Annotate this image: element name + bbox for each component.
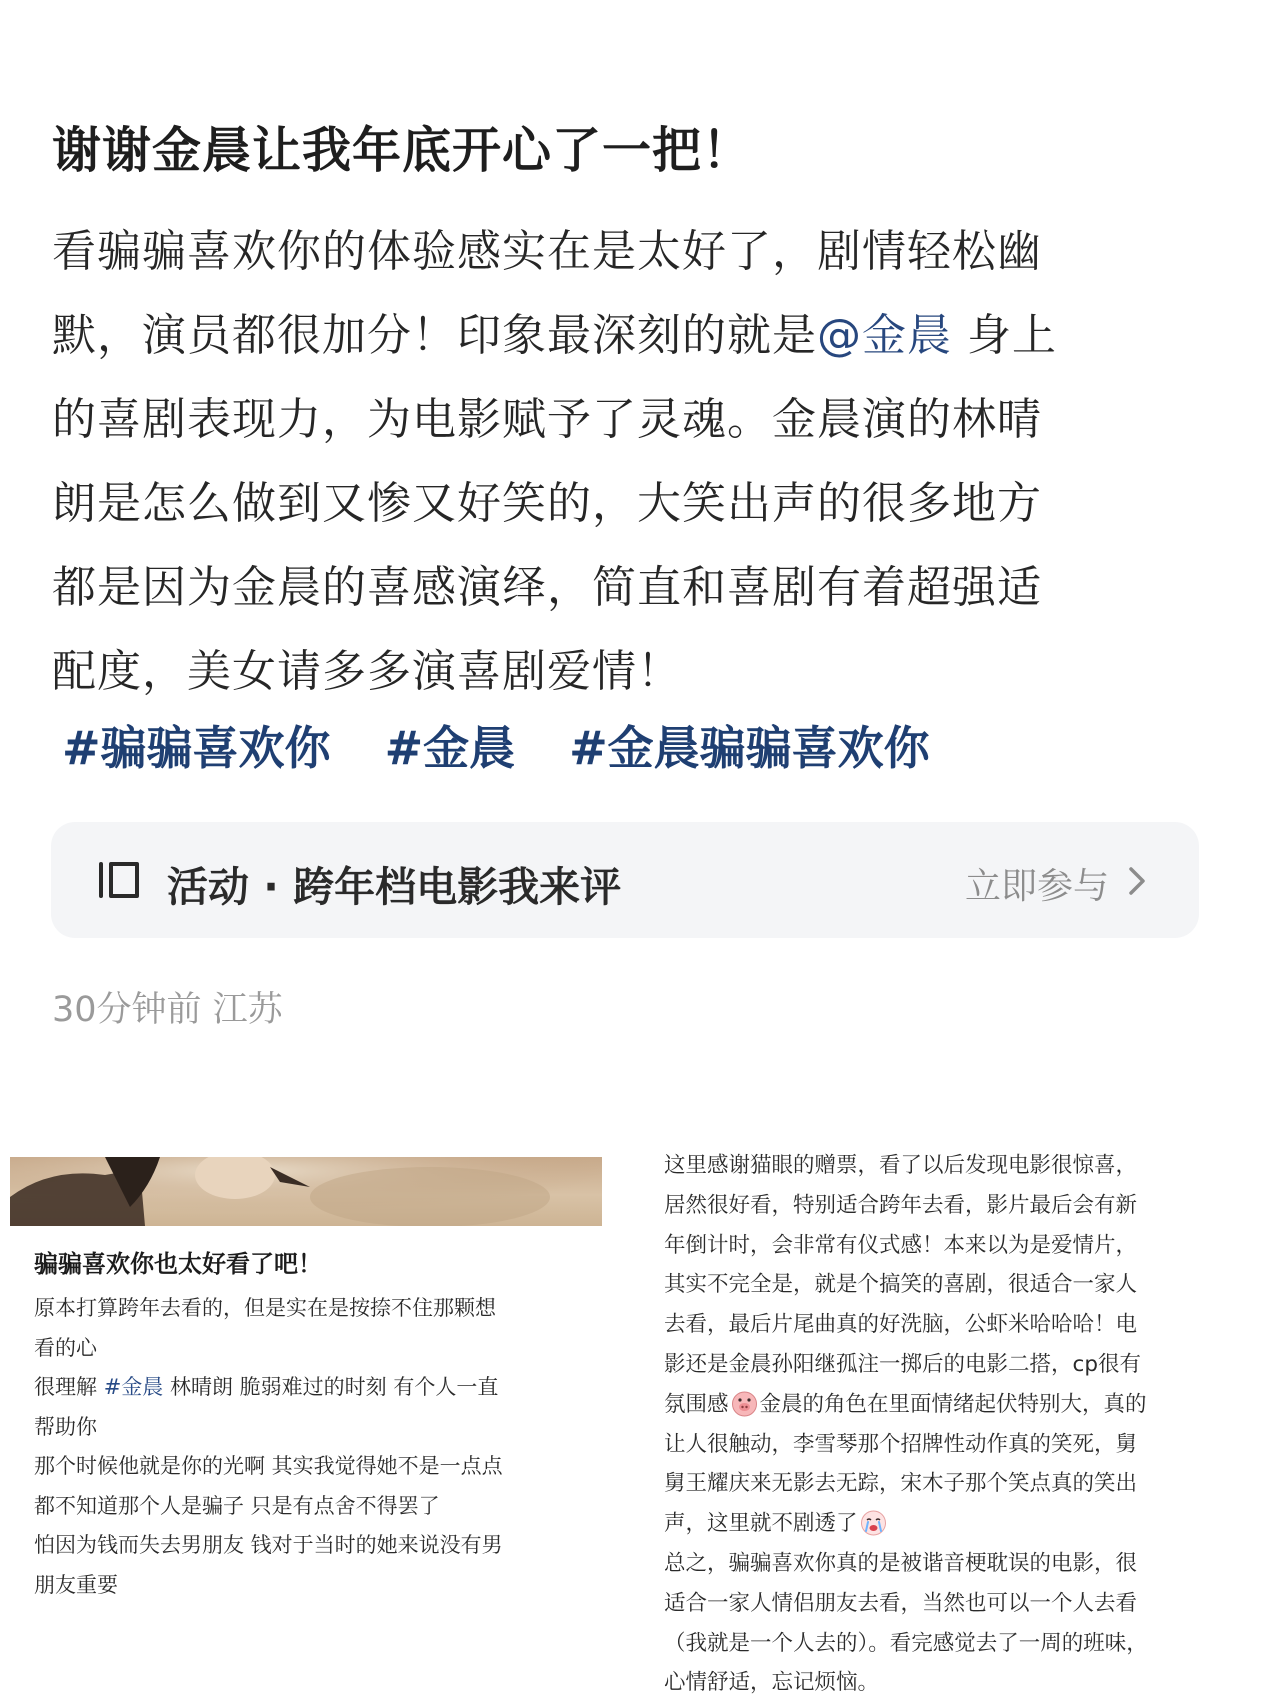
pig-face-icon	[731, 1390, 758, 1417]
post-meta: 30分钟前 江苏	[52, 990, 283, 1030]
left-review-card	[34, 1244, 594, 1605]
mention-link[interactable]: @金晨	[817, 310, 952, 361]
left-review-text: 林晴朗 脆弱难过的时刻 有个人一直	[163, 1375, 499, 1399]
right-review-line: 去看，最后片尾曲真的好洗脑，公虾米哈哈哈！电	[664, 1312, 1138, 1338]
post-body-line: 默，演员都很加分！印象最深刻的就是	[52, 310, 817, 361]
left-review-line: 原本打算跨年去看的，但是实在是按捺不住那颗想	[34, 1296, 496, 1320]
left-review-text: 很理解	[34, 1375, 97, 1399]
post-body	[52, 210, 1222, 714]
right-review-line: 舅王耀庆来无影去无踪，宋木子那个笑点真的笑出	[664, 1471, 1138, 1497]
photo-image	[10, 1157, 602, 1226]
post-body-line: 的喜剧表现力，为电影赋予了灵魂。金晨演的林晴	[52, 394, 1042, 445]
right-review-line: 影还是金晨孙阳继孤注一掷后的电影二搭，cp很有	[664, 1351, 1141, 1377]
crying-face-icon	[860, 1509, 887, 1536]
hashtag-link[interactable]: #金晨	[103, 1375, 164, 1399]
left-review-body	[34, 1289, 594, 1605]
left-review-line: 那个时候他就是你的光啊 其实我觉得她不是一点点	[34, 1454, 503, 1478]
right-review-line: （我就是一个人去的）。看完感觉去了一周的班味，	[664, 1630, 1148, 1656]
hashtag-link[interactable]: #骗骗喜欢你	[62, 721, 331, 775]
right-review-line: 总之，骗骗喜欢你真的是被谐音梗耽误的电影，很	[664, 1550, 1138, 1576]
right-review-line: 让人很触动，李雪琴那个招牌性动作真的笑死，舅	[664, 1431, 1138, 1457]
post-body-line: 身上	[952, 310, 1057, 361]
right-review-line: 居然很好看，特别适合跨年去看，影片最后会有新	[664, 1192, 1138, 1218]
hashtag-link[interactable]: #金晨	[384, 721, 516, 775]
right-review-text: 声，这里就不剧透了	[664, 1511, 858, 1537]
right-review-line: 心情舒适，忘记烦恼。	[664, 1670, 880, 1696]
hashtag-link[interactable]: #金晨骗骗喜欢你	[569, 721, 930, 775]
left-review-line: 怕因为钱而失去男朋友 钱对于当时的她来说没有男	[34, 1533, 503, 1557]
right-review-line: 这里感谢猫眼的赠票，看了以后发现电影很惊喜，	[664, 1153, 1138, 1178]
activity-flag-icon	[97, 861, 141, 899]
left-review-line: 朋友重要	[34, 1572, 118, 1597]
right-review-line: 其实不完全是，就是个搞笑的喜剧，很适合一家人	[664, 1272, 1138, 1298]
post-body-line: 配度，美女请多多演喜剧爱情！	[52, 646, 682, 697]
left-review-line: 看的心	[34, 1335, 97, 1360]
left-review-line: 都不知道那个人是骗子 只是有点舍不得罢了	[34, 1493, 440, 1518]
right-review-text: 氛围感	[664, 1391, 729, 1417]
right-review-line: 年倒计时，会非常有仪式感！本来以为是爱情片，	[664, 1232, 1138, 1258]
join-now-button[interactable]: 立即参与	[964, 866, 1109, 907]
post-title: 谢谢金晨让我年底开心了一把！	[52, 122, 753, 179]
left-review-line	[34, 1368, 594, 1408]
right-review-card	[664, 1146, 1224, 1703]
right-review-text: 金晨的角色在里面情绪起伏特别大，真的	[759, 1391, 1147, 1417]
activity-banner[interactable]	[51, 822, 1199, 938]
right-review-line	[664, 1504, 1224, 1544]
hashtag-list	[62, 712, 968, 778]
movie-photo	[10, 1157, 602, 1226]
post-body-line: 朗是怎么做到又惨又好笑的，大笑出声的很多地方	[52, 478, 1042, 529]
right-review-line	[664, 1385, 1224, 1425]
chevron-right-icon	[1121, 864, 1153, 898]
left-review-line: 帮助你	[34, 1414, 97, 1439]
post-body-line: 都是因为金晨的喜感演绎，简直和喜剧有着超强适	[52, 562, 1042, 613]
post-body-line: 看骗骗喜欢你的体验感实在是太好了，剧情轻松幽	[52, 226, 1042, 277]
right-review-line: 适合一家人情侣朋友去看，当然也可以一个人去看	[664, 1590, 1138, 1616]
left-review-title: 骗骗喜欢你也太好看了吧！	[34, 1250, 322, 1278]
activity-label: 活动 · 跨年档电影我来评	[167, 863, 622, 911]
